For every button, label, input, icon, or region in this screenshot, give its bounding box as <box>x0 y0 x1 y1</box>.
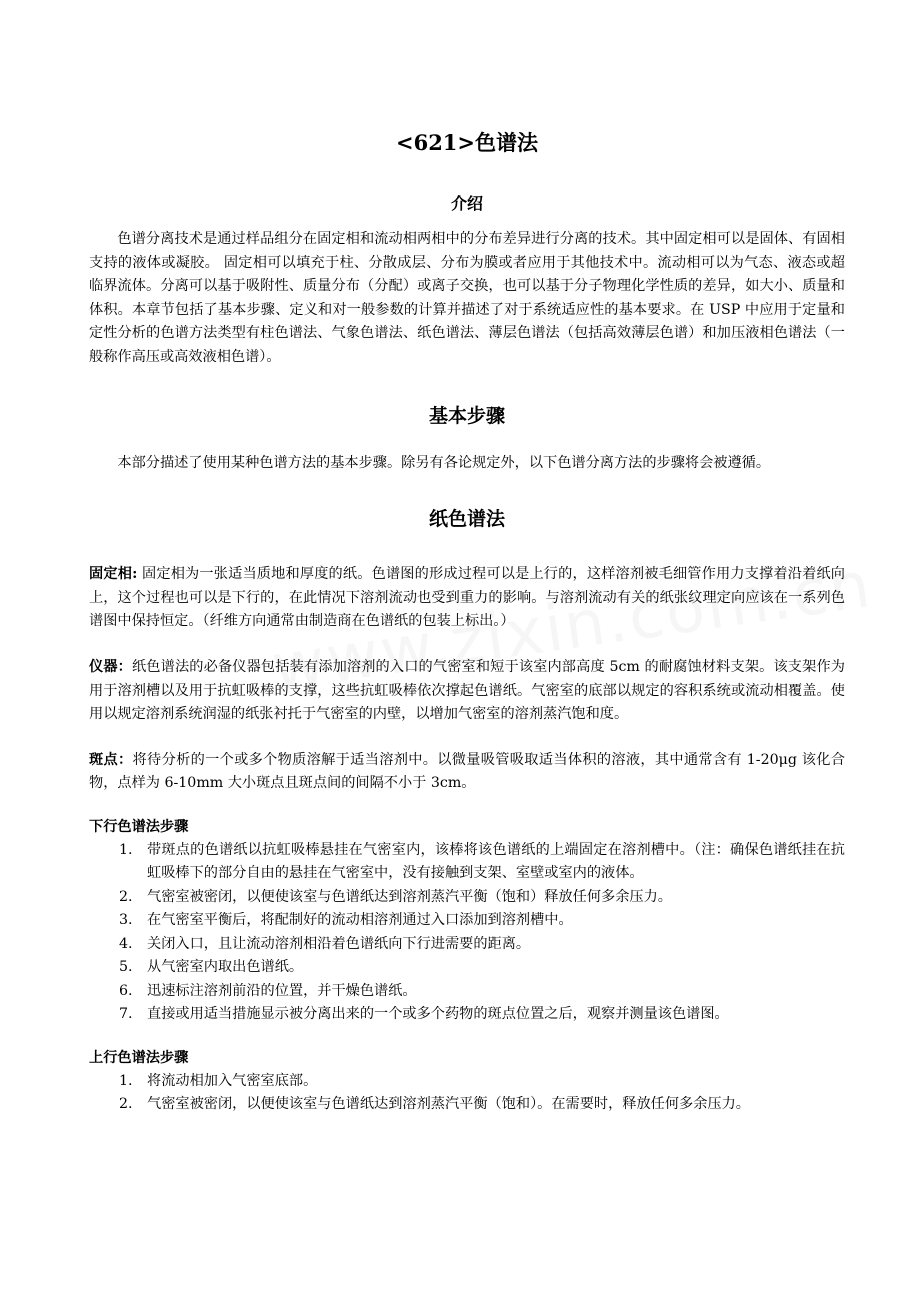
list-item-number: 4. <box>119 935 133 952</box>
list-item-text: 气密室被密闭，以便使该室与色谱纸达到溶剂蒸汽平衡（饱和）。在需要时，释放任何多余压力。 <box>147 1096 750 1113</box>
list-item-text: 带斑点的色谱纸以抗虹吸棒悬挂在气密室内，该棒将该色谱纸的上端固定在溶剂槽中。（注：确保色谱纸挂在抗虹吸棒下的部分自由的悬挂在气密室中，没有接触到支架、室壁或室内的液体。 <box>147 841 845 882</box>
descending-steps-list <box>89 839 845 1027</box>
term-colon: : <box>132 566 138 583</box>
term-colon: ： <box>118 751 133 768</box>
paper-chromatography-heading: 纸色谱法 <box>428 508 505 531</box>
ascending-steps-list <box>89 1070 845 1117</box>
list-item <box>89 1093 845 1117</box>
document-content <box>89 128 845 1117</box>
list-item-text: 直接或用适当措施显示被分离出来的一个或多个药物的斑点位置之后，观察并测量该色谱图。 <box>147 1006 729 1023</box>
list-item-number: 5. <box>119 959 133 976</box>
list-item <box>89 909 845 933</box>
intro-heading: 介绍 <box>450 194 483 213</box>
stationary-phase-paragraph <box>89 563 845 634</box>
spotting-paragraph <box>89 749 845 796</box>
stationary-phase-text: 固定相为一张适当质地和厚度的纸。色谱图的形成过程可以是上行的，这样溶剂被毛细管作用力支撑着沿着纸向上，这个过程也可以是下行的，在此情况下溶剂流动也受到重力的影响。与溶剂流动有关的纸张纹理定向应该在一系列色谱图中保持恒定。（纤维方向通常由制造商在色谱纸的包装上标出。） <box>89 566 845 630</box>
spotting-term: 斑点 <box>89 751 119 768</box>
spotting-text: 将待分析的一个或多个物质溶解于适当溶剂中。以微量吸管吸取适当体积的溶液，其中通常含有 1-20μg 该化合物，点样为 6-10mm 大小斑点且斑点间的间隔不小于 3cm。 <box>89 751 845 792</box>
list-item-number: 1. <box>119 841 133 858</box>
list-item-text: 气密室被密闭，以便使该室与色谱纸达到溶剂蒸汽平衡（饱和）释放任何多余压力。 <box>147 888 672 905</box>
list-item-number: 1. <box>119 1072 133 1089</box>
list-item-number: 2. <box>119 1096 133 1113</box>
list-item <box>89 886 845 910</box>
list-item-text: 将流动相加入气密室底部。 <box>147 1072 318 1089</box>
list-item-text: 迅速标注溶剂前沿的位置，并干燥色谱纸。 <box>147 982 417 999</box>
list-item <box>89 956 845 980</box>
apparatus-paragraph <box>89 656 845 727</box>
list-item-number: 7. <box>119 1006 133 1023</box>
list-item <box>89 1070 845 1094</box>
list-item-number: 6. <box>119 982 133 999</box>
term-colon: ： <box>117 658 132 675</box>
basic-steps-paragraph: 本部分描述了使用某种色谱方法的基本步骤。除另有各论规定外，以下色谱分离方法的步骤将会被遵循。 <box>117 454 771 471</box>
list-item-text: 从气密室内取出色谱纸。 <box>147 959 304 976</box>
ascending-steps-title: 上行色谱法步骤 <box>89 1049 189 1066</box>
list-item <box>89 1003 845 1027</box>
list-item-number: 2. <box>119 888 133 905</box>
list-item-number: 3. <box>119 912 133 929</box>
descending-steps-title: 下行色谱法步骤 <box>89 818 189 835</box>
basic-steps-heading: 基本步骤 <box>428 404 505 427</box>
list-item <box>89 839 845 886</box>
list-item <box>89 980 845 1004</box>
list-item <box>89 933 845 957</box>
list-item-text: 在气密室平衡后，将配制好的流动相溶剂通过入口添加到溶剂槽中。 <box>147 912 573 929</box>
document-title: <621>色谱法 <box>395 130 539 155</box>
list-item-text: 关闭入口，且让流动溶剂相沿着色谱纸向下行进需要的距离。 <box>147 935 531 952</box>
stationary-phase-term: 固定相 <box>89 566 133 583</box>
apparatus-term: 仪器 <box>89 658 118 675</box>
intro-paragraph: 色谱分离技术是通过样品组分在固定相和流动相两相中的分布差异进行分离的技术。其中固定相可以是固体、有固相支持的液体或凝胶。 固定相可以填充于柱、分散成层、分布为膜或者应用于其他技术中。流动相可以为气态、液态或超临界流体。分离可以基于吸附性、质量分布（分配）或离子交换，也可以基于分子物理化学性质的差异，如大小、质量和体积。本章节包括了基本步骤、定义和对一般参数的计算并描述了对于系统适应性的基本要求。在 USP 中应用于定量和定性分析的色谱方法类型有柱色谱法、气象色谱法、纸色谱法、薄层色谱法（包括高效薄层色谱）和加压液相色谱法（一般称作高压或高效液相色谱）。 <box>89 231 845 365</box>
apparatus-text: 纸色谱法的必备仪器包括装有添加溶剂的入口的气密室和短于该室内部高度 5cm 的耐腐蚀材料支架。该支架作为用于溶剂槽以及用于抗虹吸棒的支撑，这些抗虹吸棒依次撑起色谱纸。气密室的底部以规定的容积系统或流动相覆盖。使用以规定溶剂系统润湿的纸张衬托于气密室的内壁，以增加气密室的溶剂蒸汽饱和度。 <box>89 658 845 723</box>
